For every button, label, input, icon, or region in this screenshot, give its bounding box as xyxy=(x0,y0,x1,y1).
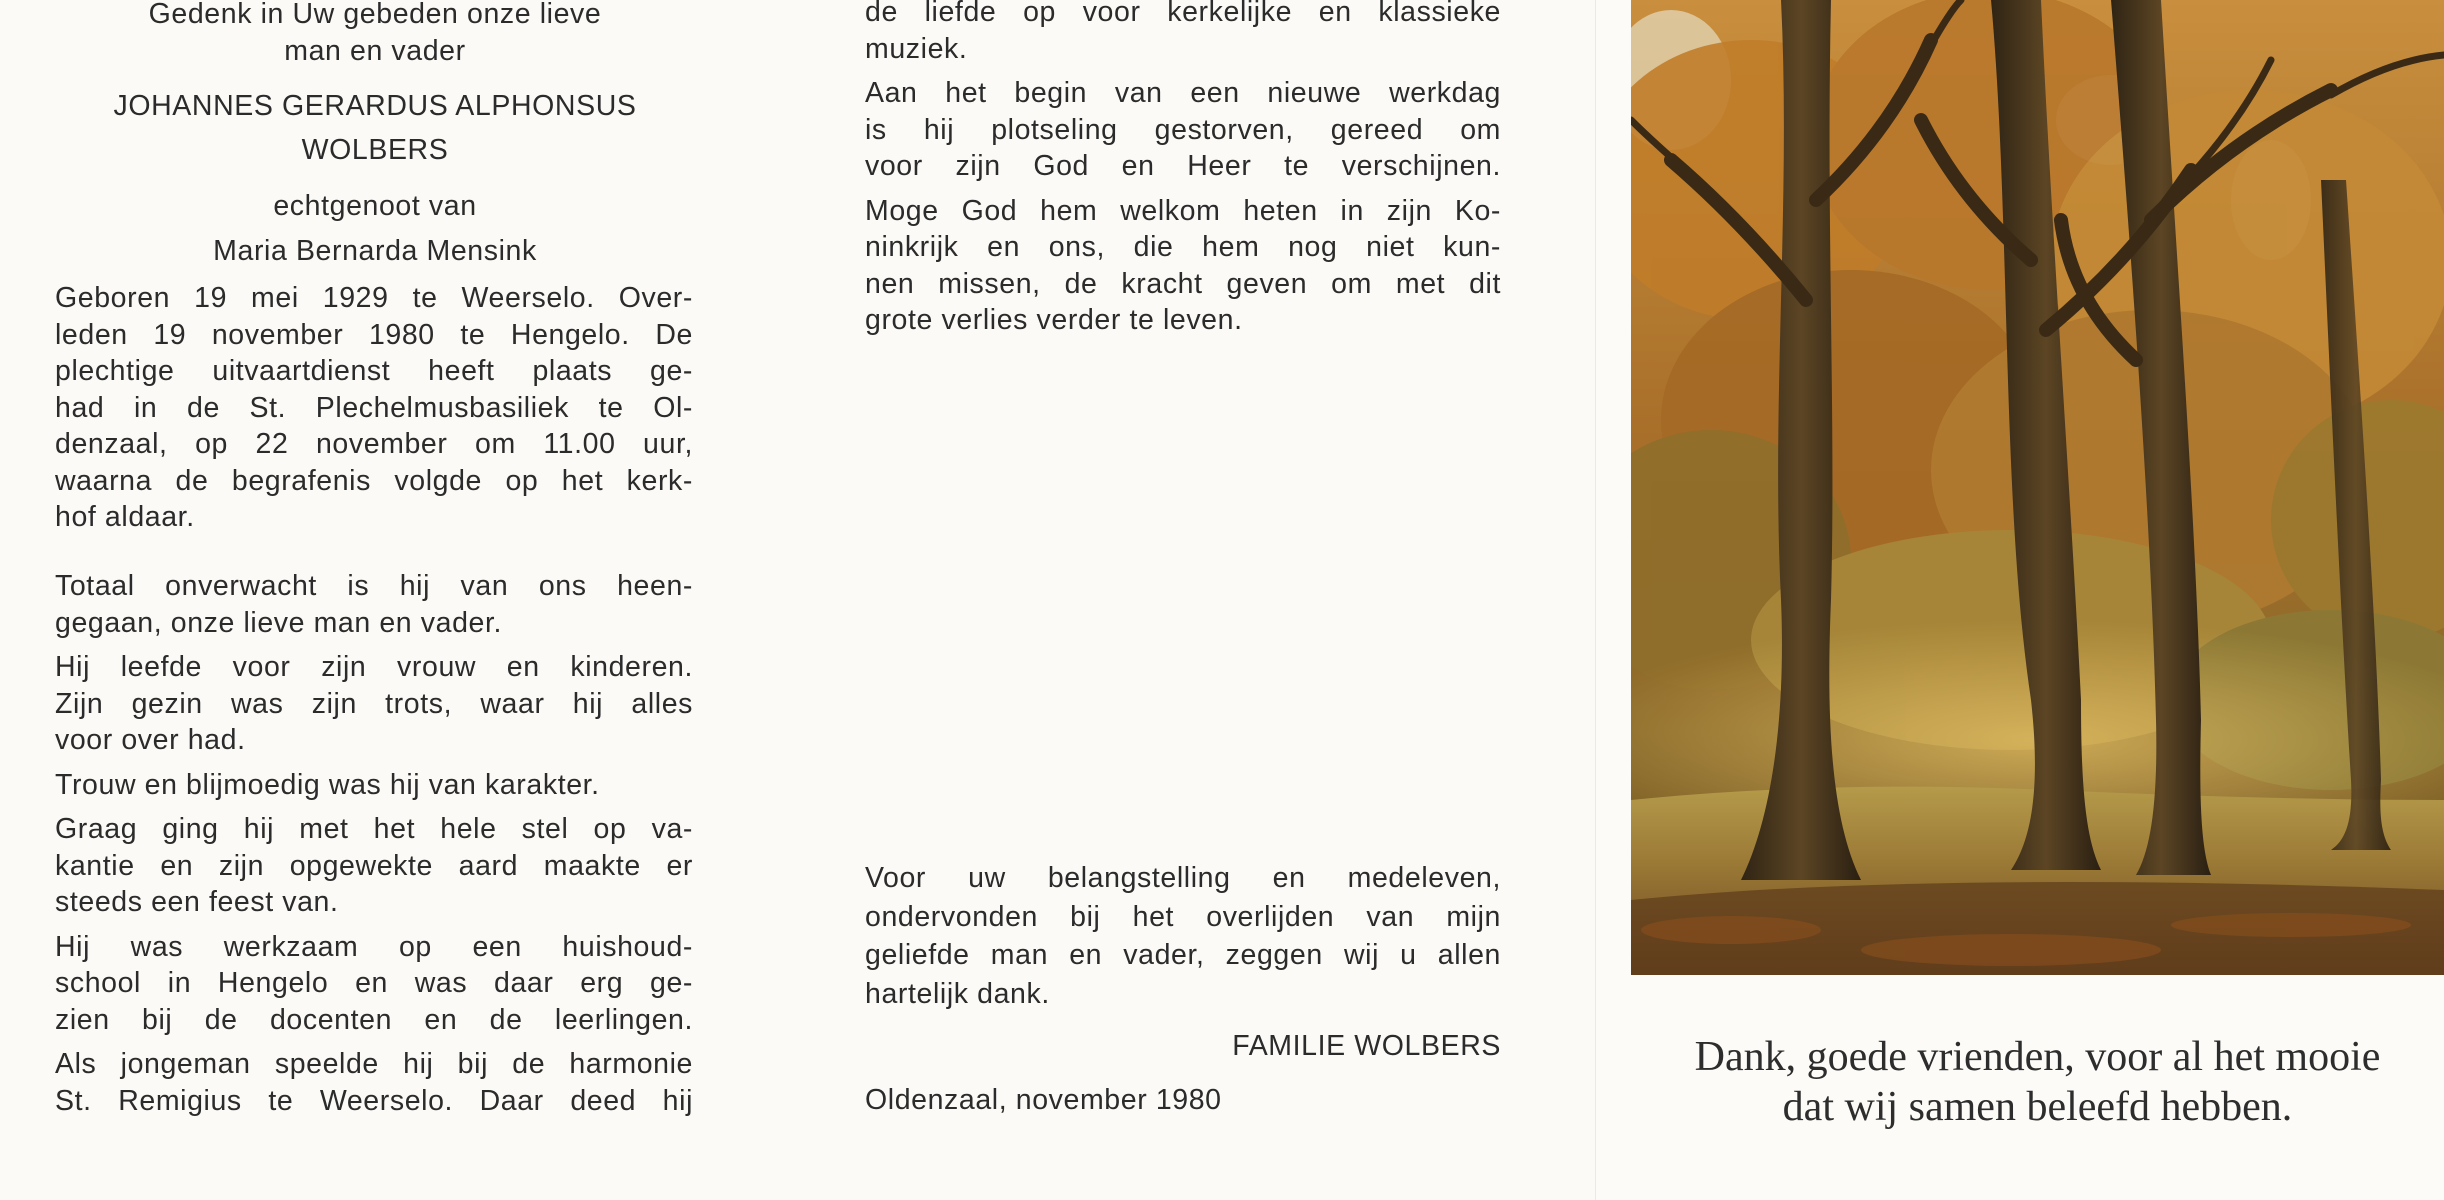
text-line: Trouw en blijmoedig was hij van karakter. xyxy=(55,768,600,801)
bio-line: plechtige uitvaartdienst heeft plaats ge- xyxy=(55,355,693,387)
bio-line: hof aldaar. xyxy=(55,501,195,533)
paragraph xyxy=(865,193,1501,339)
text-line: gegaan, onze lieve man en vader. xyxy=(55,606,503,639)
left-page xyxy=(0,0,800,1200)
deceased-name xyxy=(55,84,695,172)
paragraph xyxy=(55,568,693,641)
text-line: Graag ging hij met het hele stel op va- xyxy=(55,813,693,845)
autumn-forest-photo xyxy=(1631,0,2444,975)
paragraph xyxy=(55,649,693,759)
spouse-label: echtgenoot van xyxy=(273,190,477,222)
text-line: grote verlies verder te leven. xyxy=(865,304,1243,336)
place-date: Oldenzaal, november 1980 xyxy=(865,1084,1222,1116)
text-line: school in Hengelo en was daar erg ge- xyxy=(55,967,693,999)
memorial-text-continued xyxy=(865,0,1501,339)
bio-line: had in de St. Plechelmusbasiliek te Ol- xyxy=(55,391,693,424)
text-line: voor over had. xyxy=(55,724,246,756)
text-line: Hij was werkzaam op een huishoud- xyxy=(55,930,693,963)
bio-line: Geboren 19 mei 1929 te Weerselo. Over- xyxy=(55,282,693,314)
text-line: nen missen, de kracht geven om met dit xyxy=(865,267,1501,300)
text-line: steeds een feest van. xyxy=(55,886,339,918)
biography xyxy=(55,280,693,536)
middle-page xyxy=(800,0,1595,1200)
family-signature: FAMILIE WOLBERS xyxy=(1232,1030,1501,1062)
text-line: Als jongeman speelde hij bij de harmonie xyxy=(55,1048,693,1080)
bio-line: waarna de begrafenis volgde op het kerk- xyxy=(55,464,693,497)
text-line: zien bij de docenten en de leerlingen. xyxy=(55,1003,693,1036)
intro-line: Gedenk in Uw gebeden onze lieve xyxy=(148,0,602,30)
text-line: hartelijk dank. xyxy=(865,977,1050,1010)
paragraph xyxy=(55,767,693,804)
text-line: Totaal onverwacht is hij van ons heen- xyxy=(55,570,693,602)
text-line: kantie en zijn opgewekte aard maakte er xyxy=(55,849,693,882)
thanks-message xyxy=(865,859,1501,1013)
paragraph xyxy=(55,811,693,921)
caption-line: dat wij samen beleefd hebben. xyxy=(1782,1084,2293,1130)
text-line: Aan het begin van een nieuwe werkdag xyxy=(865,77,1501,109)
bio-line: denzaal, op 22 november om 11.00 uur, xyxy=(55,428,693,460)
text-line: geliefde man en vader, zeggen wij u allen xyxy=(865,939,1501,971)
text-line: voor zijn God en Heer te verschijnen. xyxy=(865,150,1501,182)
paragraph xyxy=(55,1046,693,1119)
text-line: Voor uw belangstelling en medeleven, xyxy=(865,862,1501,894)
caption-line: Dank, goede vrienden, voor al het mooie xyxy=(1694,1034,2381,1080)
text-line: de liefde op voor kerkelijke en klassieke xyxy=(865,0,1501,28)
photo-caption xyxy=(1631,1032,2444,1132)
text-line: is hij plotseling gestorven, gereed om xyxy=(865,113,1501,146)
paragraph xyxy=(865,75,1501,185)
autumn-forest-illustration xyxy=(1631,0,2444,975)
intro-line: man en vader xyxy=(284,34,466,67)
paragraph xyxy=(55,929,693,1039)
paragraph xyxy=(865,0,1501,67)
text-line: Hij leefde voor zijn vrouw en kinderen. xyxy=(55,651,693,683)
bio-line: leden 19 november 1980 te Hengelo. De xyxy=(55,318,693,351)
spouse-name: Maria Bernarda Mensink xyxy=(213,235,537,267)
dedication-heading xyxy=(55,0,695,69)
text-line: Zijn gezin was zijn trots, waar hij alles xyxy=(55,687,693,720)
name-line: WOLBERS xyxy=(301,134,449,166)
text-line: muziek. xyxy=(865,32,968,65)
text-line: ninkrijk en ons, die hem nog niet kun- xyxy=(865,231,1501,263)
text-line: Moge God hem welkom heten in zijn Ko- xyxy=(865,194,1501,227)
text-line: ondervonden bij het overlijden van mijn xyxy=(865,900,1501,933)
text-line: St. Remigius te Weerselo. Daar deed hij xyxy=(55,1084,693,1117)
name-line: JOHANNES GERARDUS ALPHONSUS xyxy=(113,90,637,122)
spouse-block xyxy=(55,184,695,274)
memorial-text xyxy=(55,568,693,1119)
